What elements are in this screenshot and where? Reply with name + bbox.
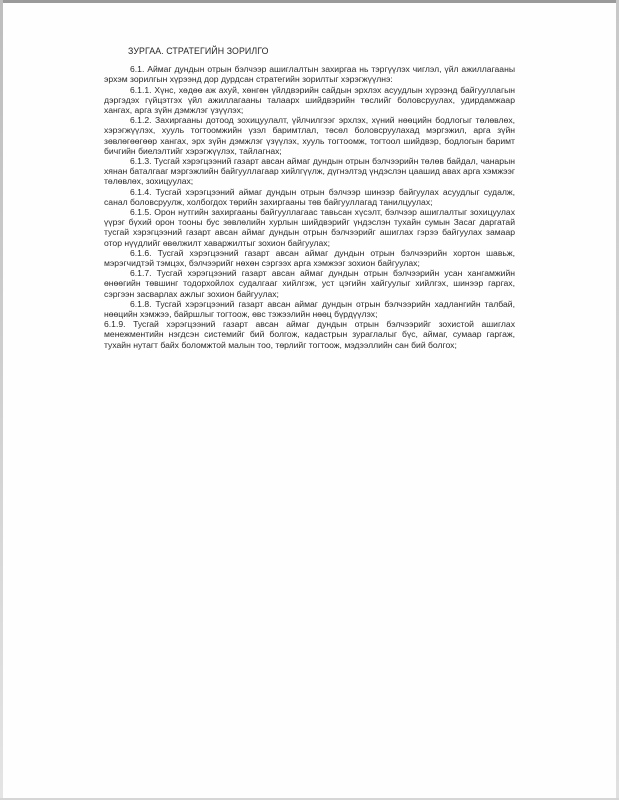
paragraph-6-1-2: 6.1.2. Захиргааны дотоод зохицуулалт, үйлчилгээг эрхлэх, хүний нөөцийн бодлогыг төлөвлөх, хэрэгжүүлэх, хууль тогтоомжийн үзэл баримтлал, төсөл боловсруулахад мэргэжил, арга зүйн зөвлөгөөгөөр хангах, эрх зүйн дэмжлэг үзүүлэх, хууль тогтоомж, тогтоол шийдвэр, бодлогын баримт бичгийн биелэлтийг хэрэгжүүлэх, тайлагнах; <box>104 115 515 156</box>
scan-edge-top <box>0 0 619 3</box>
paragraph-6-1-5: 6.1.5. Орон нутгийн захиргааны байгууллагаас тавьсан хүсэлт, бэлчээр ашиглалтыг зохицуулах үүрэг бүхий орон тооны бус зөвлөлийн хурлын шийдвэрийг үндэслэн тухайн сумын Засаг даргатай тусгай хэрэгцээний газарт авсан аймаг дундын отрын бэлчээрийг ашиглах гэрээ байгуулах замаар отор нүүдлийг өвөлжилт хаваржилтыг зохион байгуулах; <box>104 207 515 248</box>
paragraph-6-1-3: 6.1.3. Тусгай хэрэгцээний газарт авсан аймаг дундын отрын бэлчээрийн төлөв байдал, чанарын хянан баталгааг мэргэжлийн байгууллагаар хийлгүүлж, дүгнэлтэд үндэслэн цаашид авах арга хэмжээг төлөвлөх, зохицуулах; <box>104 156 515 187</box>
paragraph-6-1-8: 6.1.8. Тусгай хэрэгцээний газарт авсан аймаг дундын отрын бэлчээрийн хадлангийн талбай, нөөцийн хэмжээ, байршлыг тогтоож, өвс тэжээлийн нөөц бүрдүүлэх; <box>104 298 515 320</box>
paragraph-6-1-9: 6.1.9. Тусгай хэрэгцээний газарт авсан аймаг дундын отрын бэлчээрийг зохистой ашиглах менежментийн нэгдсэн системийг бий болгож, кадастрын зураглалыг бүс, аймаг, сумаар гаргаж, тухайн нутагт байх боломжтой малын тоо, төрлийг тогтоож, мэдээллийн сан бий болгох; <box>104 319 515 350</box>
section-heading: ЗУРГАА. СТРАТЕГИЙН ЗОРИЛГО <box>128 46 269 56</box>
paragraph-6-1: 6.1. Аймаг дундын отрын бэлчээр ашиглалтын захиргаа нь тэргүүлэх чиглэл, үйл ажиллагааны эрхэм зорилгын хүрээнд дор дурдсан стратегийн зорилтыг хэрэгжүүлнэ: <box>104 64 515 85</box>
paragraph-6-1-1: 6.1.1. Хүнс, хөдөө аж ахуй, хөнгөн үйлдвэрийн сайдын эрхлэх асуудлын хүрээнд байгууллагын дэргэдэх гүйцэтгэх үйл ажиллагааны талаарх шийдвэрийн төслийг боловсруулах, удирдамжаар хангах, арга зүйн дэмжлэг үзүүлэх; <box>104 84 515 116</box>
paragraph-6-1-4: 6.1.4. Тусгай хэрэгцээний аймаг дундын отрын бэлчээр шинээр байгуулах асуудлыг судалж, санал боловсруулж, холбогдох төрийн захиргааны төв байгууллагад танилцуулах; <box>104 186 515 207</box>
paragraph-6-1-6: 6.1.6. Тусгай хэрэгцээний газарт авсан аймаг дундын отрын бэлчээрийн хортон шавьж, мэрэгчидтэй тэмцэх, бэлчээрийг нөхөн сэргээх арга хэмжээг зохион байгуулах; <box>104 247 515 269</box>
scan-edge-left <box>0 0 3 800</box>
document-body <box>104 46 515 350</box>
paragraph-6-1-7: 6.1.7. Тусгай хэрэгцээний газарт авсан аймаг дундын отрын бэлчээрийн усан хангамжийн өнөөгийн төвшинг тодорхойлох судалгааг хийлгэж, уст цэгийн хайгуулыг хийлгэх, шинээр гаргах, сэргээн засварлах ажлыг зохион байгуулах; <box>104 268 515 299</box>
